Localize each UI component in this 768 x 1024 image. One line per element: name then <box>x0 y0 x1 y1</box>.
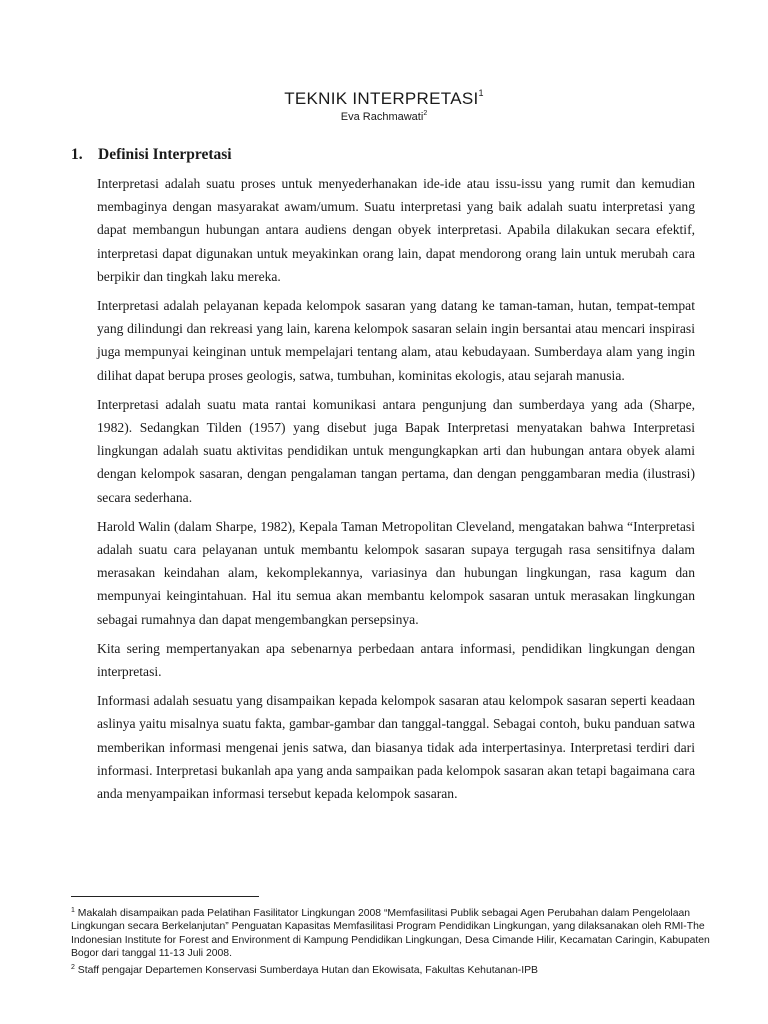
footnote-text: Staff pengajar Departemen Konservasi Sumberdaya Hutan dan Ekowisata, Fakultas Kehutanan-IPB <box>74 964 538 976</box>
author-footnote-mark: 2 <box>423 110 428 117</box>
footnote-mark: 2 <box>71 963 75 971</box>
footnote-2 <box>71 961 711 977</box>
paragraph: Harold Walin (dalam Sharpe, 1982), Kepala Taman Metropolitan Cleveland, mengatakan bahwa “Interpretasi adalah suatu cara pelayanan untuk membantu kelompok sasaran supaya tergugah rasa sensitifnya dalam merasakan keindahan alam, kekomplekannya, variasinya dan hubungan lingkungan, rasa kagum dan mempunyai keingintahuan. Hal itu semua akan membantu kelompok sasaran untuk merasakan lingkungan sebagai rumahnya dan dapat mengembangkan persepsinya. <box>97 518 695 627</box>
title-text: TEKNIK INTERPRETASI <box>284 89 479 108</box>
footnote-1 <box>71 904 711 961</box>
section-title: Definisi Interpretasi <box>98 146 232 163</box>
paragraph: Interpretasi adalah pelayanan kepada kelompok sasaran yang datang ke taman-taman, hutan, tempat-tempat yang dilindungi dan rekreasi yang lain, karena kelompok sasaran selain ingin bersantai atau mencari inspirasi juga mempunyai keinginan untuk mempelajari tentang alam, atau kebudayaan. Sumberdaya alam yang ingin dilihat dapat berupa proses geologis, satwa, tumbuhan, kominitas ekologis, atau sejarah manusia. <box>97 298 695 383</box>
paragraph: Informasi adalah sesuatu yang disampaikan kepada kelompok sasaran atau kelompok sasaran seperti keadaan aslinya yaitu misalnya suatu fakta, gambar-gambar dan tanggal-tanggal. Sebagai contoh, buku panduan satwa memberikan informasi mengenai jenis satwa, dan biasanya tidak ada interpertasinya. Interpretasi terdiri dari informasi. Interpretasi bukanlah apa yang anda sampaikan pada kelompok sasaran akan tetapi bagaimana cara anda menyampaikan informasi tersebut kepada kelompok sasaran. <box>97 693 695 802</box>
footnote-separator <box>71 896 259 897</box>
body-text <box>97 172 695 811</box>
author-line <box>0 110 768 123</box>
paragraph: Interpretasi adalah suatu proses untuk menyederhanakan ide-ide atau issu-issu yang rumit dan kemudian membaginya dengan masyarakat awam/umum. Suatu interpretasi yang baik adalah suatu interpretasi yang dapat membangun hubungan antara audiens dengan obyek interpretasi. Apabila dilakukan secara efektif, interpretasi dapat digunakan untuk meyakinkan orang lain, dapat mendorong orang lain untuk merubah cara berpikir dan tingkah laku mereka. <box>97 176 695 284</box>
section-number: 1. <box>71 146 83 163</box>
document-title <box>0 88 768 109</box>
section-heading <box>71 146 232 164</box>
paragraph: Interpretasi adalah suatu mata rantai komunikasi antara pengunjung dan sumberdaya yang ada (Sharpe, 1982). Sedangkan Tilden (1957) yang disebut juga Bapak Interpretasi menyatakan bahwa Interpretasi lingkungan adalah suatu aktivitas pendidikan untuk mengungkapkan arti dan hubungan antara obyek alami dengan kelompok sasaran, dengan pengalaman tangan pertama, dan dengan penggambaran media (ilustrasi) secara sederhana. <box>97 396 695 505</box>
footnote-mark: 1 <box>71 907 75 914</box>
footnote-text: Makalah disampaikan pada Pelatihan Fasilitator Lingkungan 2008 “Memfasilitasi Publik sebagai Agen Perubahan dalam Pengelolaan Lingkungan secara Berkelanjutan” Penguatan Kapasitas Memfasilitasi Program Pendidikan Lingkungan, yang dilaksanakan oleh RMI-The Indonesian Institute for Forest and Environment di Kampung Pendidikan Lingkungan, Desa Cimande Hilir, Kecamatan Caringin, Kabupaten Bogor dari tanggal 11-13 Juli 2008. <box>71 908 710 960</box>
title-footnote-mark: 1 <box>478 88 484 98</box>
author-name: Eva Rachmawati <box>340 111 424 123</box>
paragraph: Kita sering mempertanyakan apa sebenarnya perbedaan antara informasi, pendidikan lingkungan dengan interpretasi. <box>97 640 695 680</box>
footnotes <box>71 904 711 977</box>
